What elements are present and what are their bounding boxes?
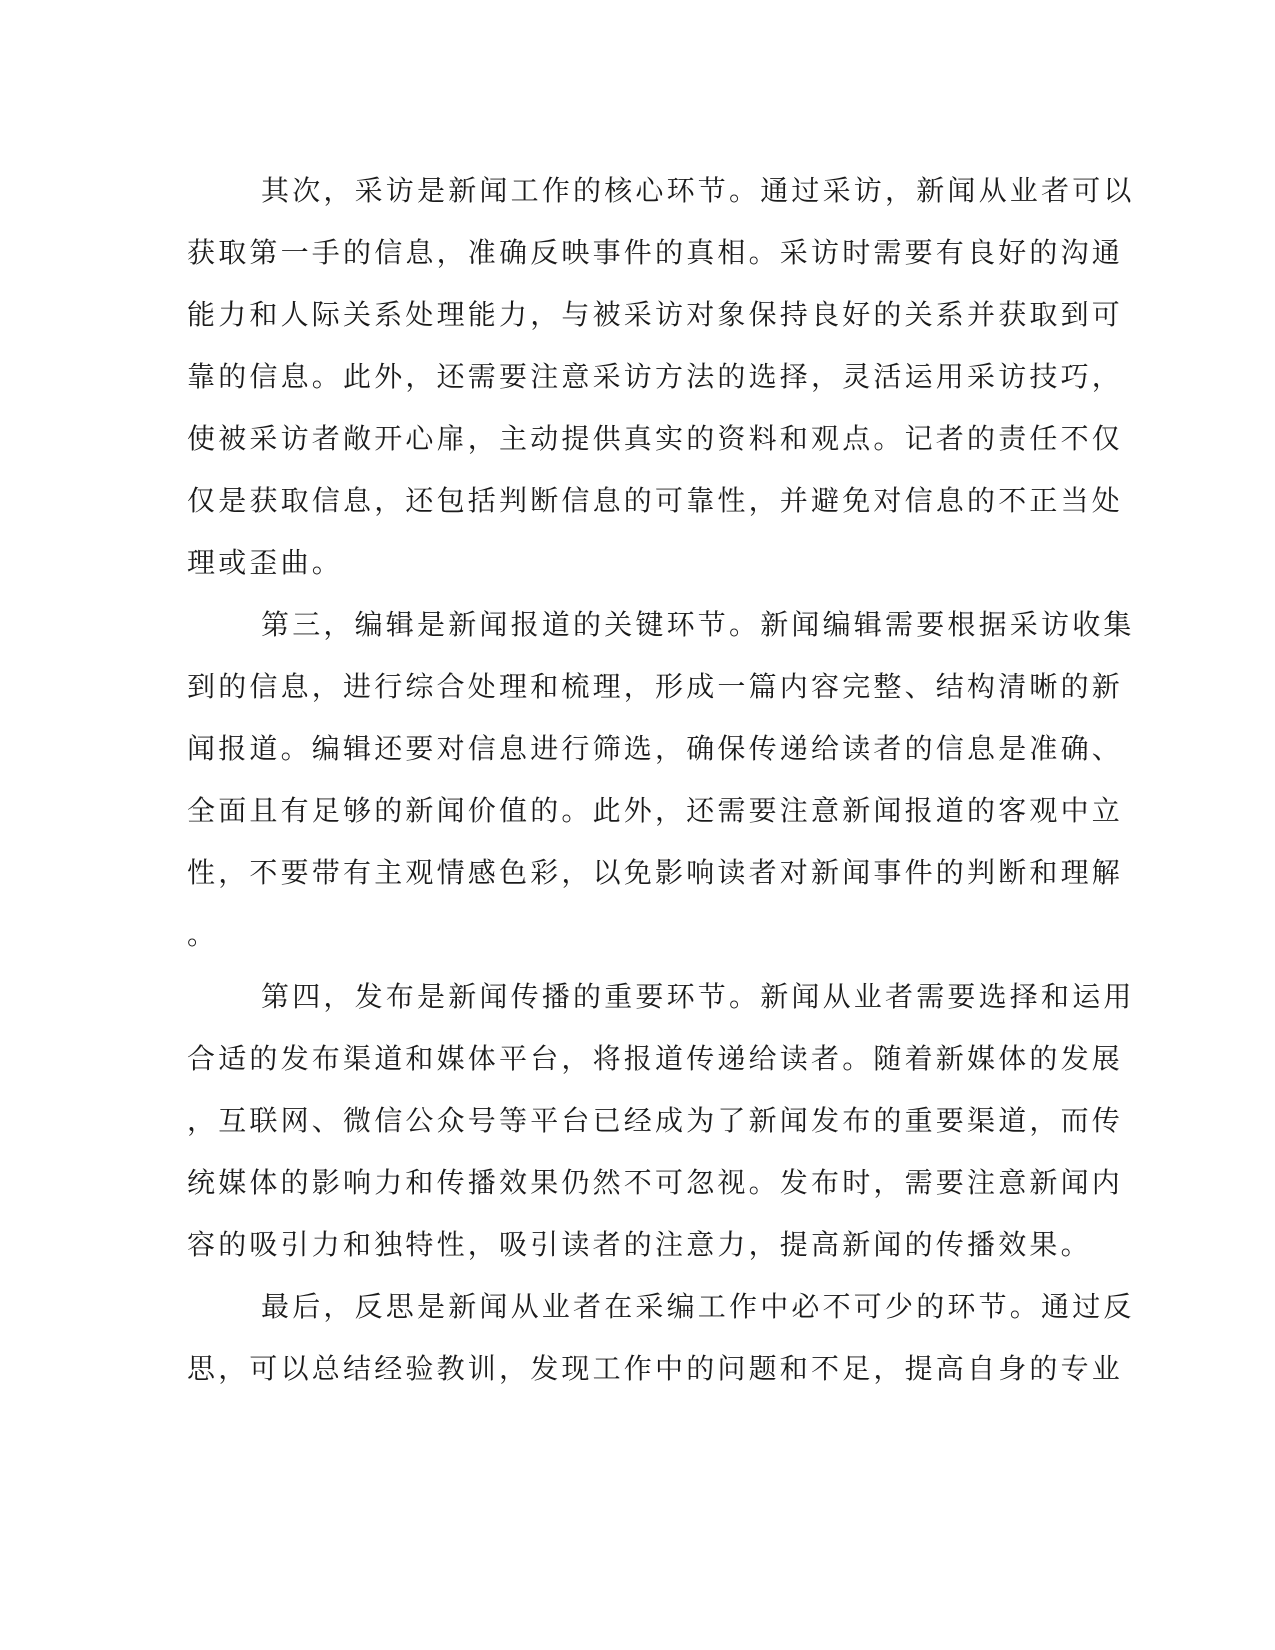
text-line: 第四，发布是新闻传播的重要环节。新闻从业者需要选择和运用 <box>261 980 1135 1013</box>
text-line: 。 <box>187 918 219 951</box>
paragraph-editing <box>187 594 1135 966</box>
text-line: 合适的发布渠道和媒体平台，将报道传递给读者。随着新媒体的发展 <box>187 1042 1124 1075</box>
body-text <box>187 160 1135 1400</box>
text-line: 仅是获取信息，还包括判断信息的可靠性，并避免对信息的不正当处 <box>187 484 1124 517</box>
text-line: 能力和人际关系处理能力，与被采访对象保持良好的关系并获取到可 <box>187 298 1124 331</box>
text-line: 使被采访者敞开心扉，主动提供真实的资料和观点。记者的责任不仅 <box>187 422 1124 455</box>
text-line: 第三，编辑是新闻报道的关键环节。新闻编辑需要根据采访收集 <box>261 608 1135 641</box>
paragraph-reflection <box>187 1276 1135 1400</box>
text-line: 容的吸引力和独特性，吸引读者的注意力，提高新闻的传播效果。 <box>187 1228 1092 1261</box>
text-line: 性，不要带有主观情感色彩，以免影响读者对新闻事件的判断和理解 <box>187 856 1124 889</box>
text-line: 全面且有足够的新闻价值的。此外，还需要注意新闻报道的客观中立 <box>187 794 1124 827</box>
text-line: 统媒体的影响力和传播效果仍然不可忽视。发布时，需要注意新闻内 <box>187 1166 1124 1199</box>
paragraph-interview <box>187 160 1135 594</box>
text-line: 闻报道。编辑还要对信息进行筛选，确保传递给读者的信息是准确、 <box>187 732 1124 765</box>
text-line: 理或歪曲。 <box>187 546 344 579</box>
text-line: 获取第一手的信息，准确反映事件的真相。采访时需要有良好的沟通 <box>187 236 1124 269</box>
text-line: 思，可以总结经验教训，发现工作中的问题和不足，提高自身的专业 <box>187 1352 1124 1385</box>
text-line: 其次，采访是新闻工作的核心环节。通过采访，新闻从业者可以 <box>261 174 1135 207</box>
paragraph-publishing <box>187 966 1135 1276</box>
text-line: 最后，反思是新闻从业者在采编工作中必不可少的环节。通过反 <box>261 1290 1135 1323</box>
text-line: ，互联网、微信公众号等平台已经成为了新闻发布的重要渠道，而传 <box>187 1104 1124 1137</box>
text-line: 靠的信息。此外，还需要注意采访方法的选择，灵活运用采访技巧， <box>187 360 1124 393</box>
text-line: 到的信息，进行综合处理和梳理，形成一篇内容完整、结构清晰的新 <box>187 670 1124 703</box>
